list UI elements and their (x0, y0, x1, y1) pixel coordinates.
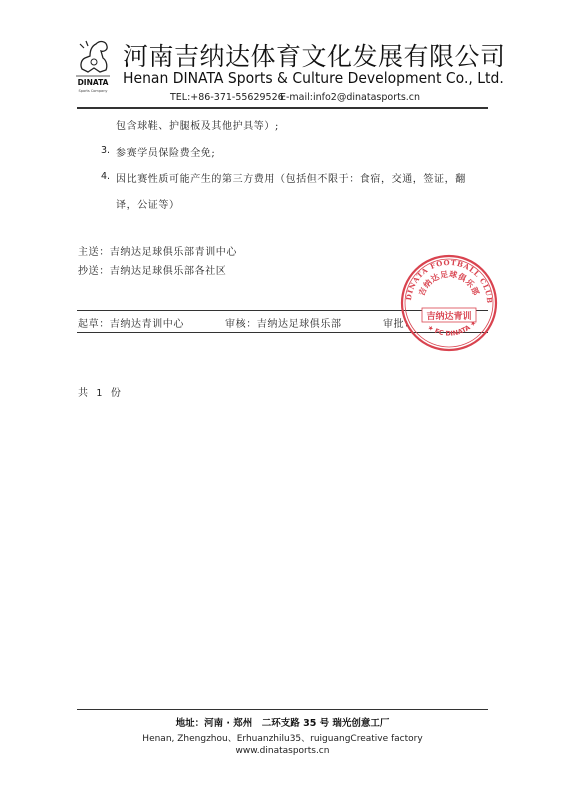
logo-subtext: Sports Company (78, 89, 108, 93)
list-item-continuation: 译，公证等） (116, 200, 180, 211)
company-name-en: Henan DINATA Sports & Culture Development Co., Ltd. (123, 69, 504, 87)
list-item-text: 参赛学员保险费全免; (116, 148, 216, 159)
copies-number: 1 (96, 388, 104, 399)
company-tel: TEL:+86-371-55629526 (170, 92, 284, 103)
seal-inner-text: 吉纳达足球俱乐部 (417, 269, 481, 298)
reviewed-by: 审核：吉纳达足球俱乐部 (225, 319, 342, 330)
club-seal-stamp (398, 252, 500, 354)
seal-outer-text: DINATA FOOTBALL CLUB (404, 257, 495, 305)
footer-divider (77, 709, 488, 710)
copy-to: 抄送：吉纳达足球俱乐部各社区 (78, 266, 227, 277)
copies-unit: 份 (110, 388, 122, 399)
continued-line: 包含球鞋、护腿板及其他护具等）; (116, 121, 279, 132)
send-to: 主送：吉纳达足球俱乐部青训中心 (78, 247, 237, 258)
header-divider (77, 107, 488, 109)
list-item-number: 4. (101, 171, 111, 182)
copies-label: 共 (78, 388, 89, 399)
logo-wordmark: DINATA (77, 78, 109, 87)
svg-text:DINATA FOOTBALL CLUB (404, 258, 494, 304)
list-item-number: 3. (101, 145, 111, 156)
list-item-text: 因比赛性质可能产生的第三方费用（包括但不限于：食宿，交通，签证，翻 (116, 174, 466, 185)
drafted-by: 起草：吉纳达青训中心 (78, 319, 184, 330)
copies-count (78, 384, 121, 399)
footer-website: www.dinatasports.cn (235, 746, 330, 756)
seal-label: 吉纳达青训 (426, 312, 472, 322)
dinata-logo (70, 38, 116, 96)
approved-by: 审批： (383, 319, 415, 330)
company-email: E-mail:info2@dinatasports.cn (280, 92, 421, 103)
seal-bottom-text: ★ FC DINATA ★ (426, 318, 479, 338)
footer-address-en: Henan, Zhengzhou、Erhuanzhilu35、ruiguangCreative factory (142, 734, 423, 744)
company-name-cn: 河南吉纳达体育文化发展有限公司 (123, 42, 506, 71)
footer-address-cn: 地址：河南 · 郑州 二环支路 35 号 瑞光创意工厂 (175, 718, 390, 729)
